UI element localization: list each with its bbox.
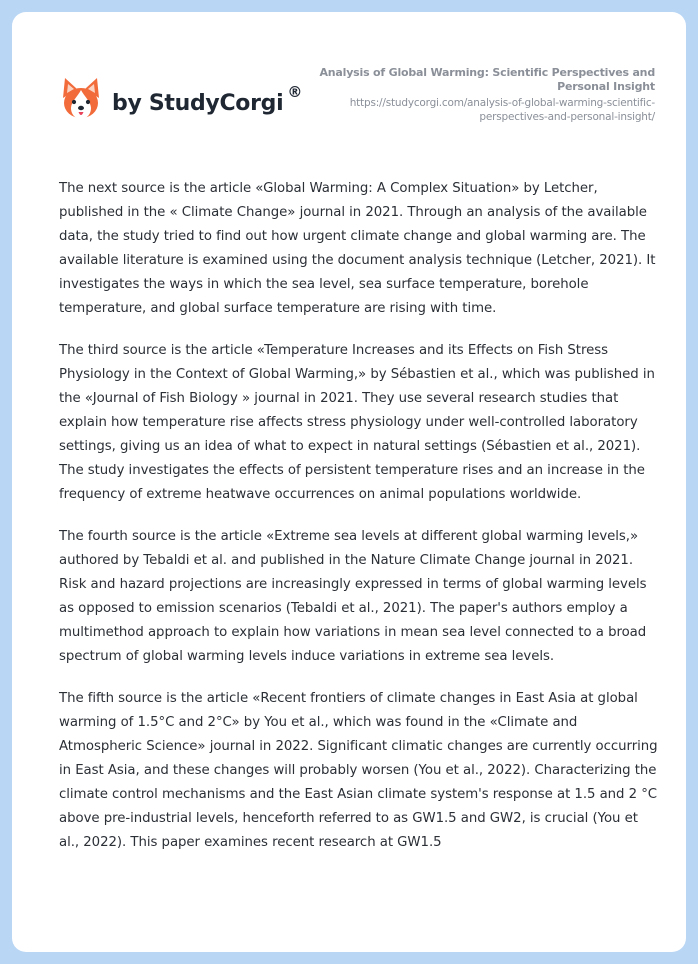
paragraph-2: The third source is the article «Temperature Increases and its Effects on Fish Stress Physiology in the Context of Global Warming,» by Sébastien et al., which was published in the «Journal of Fish Biology » journal in 2021. They use several research studies that explain how temperature rise affects stress physiology under well-controlled laboratory settings, giving us an idea of what to expect in natural settings (Sébastien et al., 2021). The study investigates the effects of persistent temperature rises and an increase in the frequency of extreme heatwave occurrences on animal populations worldwide. [59, 343, 655, 502]
document-title: Analysis of Global Warming: Scientific Perspectives and Personal Insight [319, 66, 655, 93]
paragraph-3: The fourth source is the article «Extreme sea levels at different global warming levels,» authored by Tebaldi et al. and published in the Nature Climate Change journal in 2021. Risk and hazard projections are increasingly expressed in terms of global warming levels as opposed to emission scenarios (Tebaldi et al., 2021). The paper's authors employ a multimethod approach to explain how variations in mean sea level connected to a broad spectrum of global warming levels induce variations in extreme sea levels. [59, 529, 647, 664]
document-header-info [295, 66, 655, 124]
document-page [12, 12, 686, 952]
corgi-logo-icon [60, 76, 102, 122]
registered-mark: ® [287, 83, 303, 101]
paragraph-4: The fifth source is the article «Recent frontiers of climate changes in East Asia at global warming of 1.5°C and 2°C» by You et al., which was found in the «Climate and Atmospheric Science» journal in 2022. Significant climatic changes are currently occurring in East Asia, and these changes will probably worsen (You et al., 2022). Characterizing the climate control mechanisms and the East Asian climate system's response at 1.5 and 2 °C above pre-industrial levels, henceforth referred to as GW1.5 and GW2, is crucial (You et al., 2022). This paper examines recent research at GW1.5 [59, 691, 658, 850]
brand-name: by StudyCorgi [112, 90, 284, 116]
paragraph-1: The next source is the article «Global Warming: A Complex Situation» by Letcher, published in the « Climate Change» journal in 2021. Through an analysis of the available data, the study tried to find out how urgent climate change and global warming are. The available literature is examined using the document analysis technique (Letcher, 2021). It investigates the ways in which the sea level, sea surface temperature, borehole temperature, and global surface temperature are rising with time. [59, 181, 656, 316]
studycorgi-logo[interactable] [60, 76, 302, 122]
document-body [59, 177, 659, 873]
document-url[interactable]: https://studycorgi.com/analysis-of-global-warming-scientific-perspectives-and-personal-insight/ [349, 97, 655, 123]
